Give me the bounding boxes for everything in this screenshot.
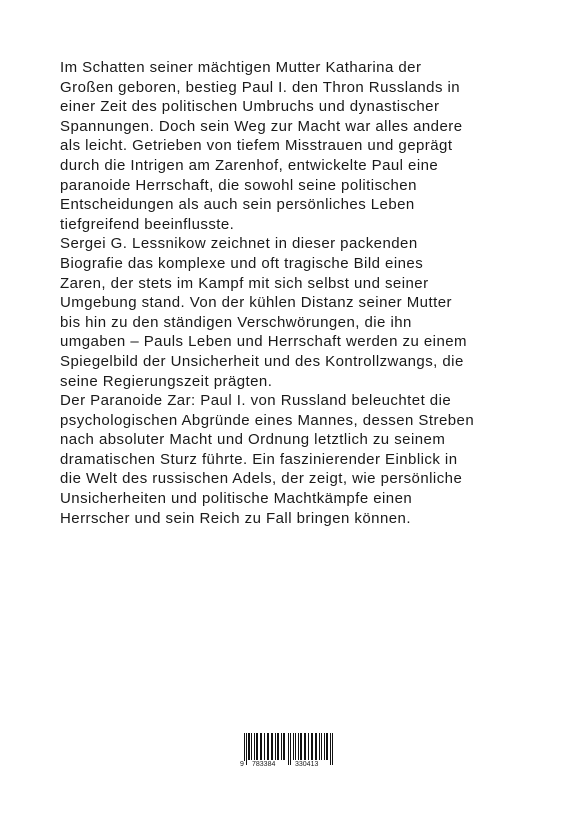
blurb-line: umgaben – Pauls Leben und Herrschaft werden zu einem [60, 333, 467, 351]
blurb-line: einer Zeit des politischen Umbruchs und dynastischer [60, 98, 440, 116]
barcode-bar [248, 733, 250, 760]
blurb-line: Zaren, der stets im Kampf mit sich selbst und seiner [60, 274, 429, 292]
blurb-line: Umgebung stand. Von der kühlen Distanz seiner Mutter [60, 294, 452, 312]
blurb-line: Spiegelbild der Unsicherheit und des Kontrollzwangs, die [60, 352, 464, 370]
blurb-line: Entscheidungen als auch sein persönliches Leben [60, 196, 415, 214]
barcode-digits [240, 761, 338, 771]
barcode-bar [267, 733, 269, 760]
barcode-bar [281, 733, 282, 760]
blurb-line: tiefgreifend beeinflusste. [60, 215, 235, 233]
barcode-bar [304, 733, 306, 760]
barcode-bar [275, 733, 276, 760]
barcode-bar [295, 733, 296, 760]
blurb-line: die Welt des russischen Adels, der zeigt, wie persönliche [60, 470, 463, 488]
barcode-bar [298, 733, 299, 760]
barcode-bar [311, 733, 313, 760]
blurb-line: Herrscher und sein Reich zu Fall bringen können. [60, 509, 411, 527]
barcode-bar [324, 733, 325, 760]
blurb-line: Der Paranoide Zar: Paul I. von Russland beleuchtet die [60, 392, 452, 410]
blurb-line: Großen geboren, bestieg Paul I. den Thron Russlands in [60, 78, 461, 96]
blurb-line: Unsicherheiten und politische Machtkämpfe einen [60, 490, 413, 508]
blurb-line: bis hin zu den ständigen Verschwörungen, die ihn [60, 313, 412, 331]
barcode-bar [277, 733, 279, 760]
blurb-line: dramatischen Sturz führte. Ein faszinierender Einblick in [60, 450, 458, 468]
barcode-bar [293, 733, 294, 760]
barcode-bar [315, 733, 317, 760]
isbn-barcode [240, 733, 338, 768]
barcode-bar [260, 733, 262, 760]
blurb-line: als leicht. Getrieben von tiefem Misstrauen und geprägt [60, 137, 453, 155]
barcode-bar [300, 733, 302, 760]
barcode-bar [264, 733, 265, 760]
barcode-bar [326, 733, 328, 760]
barcode-bar [256, 733, 258, 760]
book-blurb [60, 58, 525, 528]
barcode-bar [271, 733, 273, 760]
barcode-left-group: 783384 [252, 761, 276, 768]
blurb-line: Spannungen. Doch sein Weg zur Macht war alles andere [60, 117, 463, 135]
blurb-line: seine Regierungszeit prägten. [60, 372, 273, 390]
blurb-line: psychologischen Abgründe eines Mannes, dessen Streben [60, 411, 475, 429]
barcode-right-group: 330413 [295, 761, 319, 768]
barcode-bar [254, 733, 255, 760]
blurb-line: Biografie das komplexe und oft tragische Bild eines [60, 254, 424, 272]
blurb-line: nach absoluter Macht und Ordnung letztlich zu seinem [60, 431, 446, 449]
barcode-bar [251, 733, 252, 760]
barcode-bar [321, 733, 322, 760]
blurb-line: durch die Intrigen am Zarenhof, entwickelte Paul eine [60, 156, 439, 174]
blurb-paragraph-1 [60, 58, 525, 234]
blurb-paragraph-2 [60, 234, 525, 391]
blurb-paragraph-3 [60, 391, 525, 528]
blurb-line: Im Schatten seiner mächtigen Mutter Katharina der [60, 59, 422, 76]
barcode-bar [283, 733, 285, 760]
blurb-line: paranoide Herrschaft, die sowohl seine politischen [60, 176, 417, 194]
blurb-line: Sergei G. Lessnikow zeichnet in dieser packenden [60, 235, 418, 253]
barcode-bar [319, 733, 320, 760]
barcode-lead-digit: 9 [240, 761, 244, 768]
barcode-bar [308, 733, 309, 760]
